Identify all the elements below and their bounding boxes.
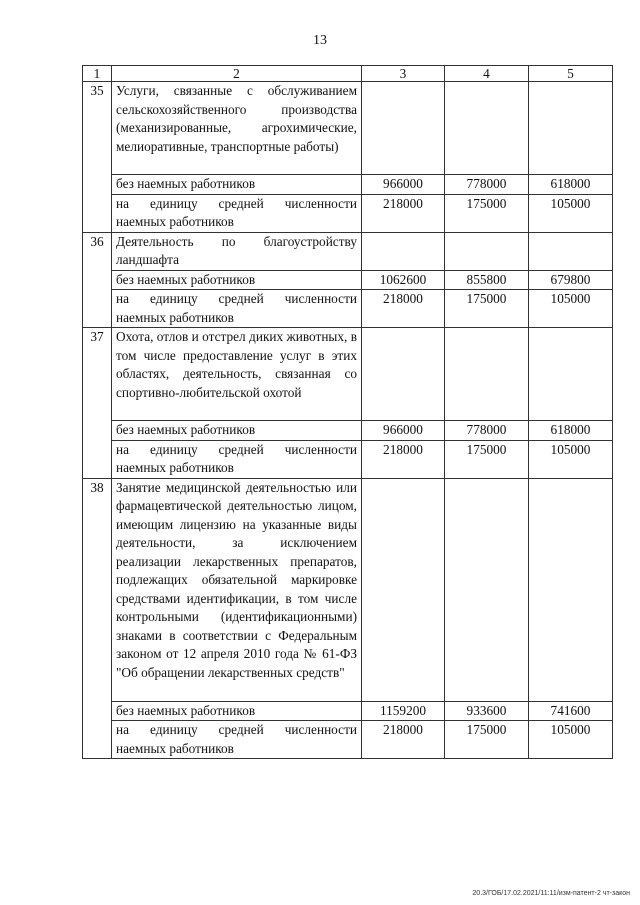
row-label: без наемных работников — [112, 175, 362, 195]
row-label: без наемных работников — [112, 421, 362, 441]
table-row — [83, 701, 613, 721]
page-number: 13 — [313, 33, 327, 48]
row-label: без наемных работников — [112, 701, 362, 721]
tax-rates-table — [82, 65, 613, 759]
section-title-row — [83, 232, 613, 270]
value-col-4: 933600 — [445, 701, 529, 721]
section-title: Деятельность по благоустройству ландшафта — [112, 232, 362, 270]
value-col-5: 105000 — [529, 194, 613, 232]
section-title: Охота, отлов и отстрел диких животных, в том числе предоставление услуг в этих областях, деятельность, связанная со спортивно-любительской охотой — [112, 328, 362, 421]
value-col-3: 966000 — [362, 421, 445, 441]
header-col-5: 5 — [529, 66, 613, 82]
document-footer: 20.3/ГОБ/17.02.2021/11:11/изм-патент-2 чт-закон — [472, 890, 630, 897]
value-col-3: 218000 — [362, 440, 445, 478]
row-label: без наемных работников — [112, 270, 362, 290]
value-col-4: 175000 — [445, 440, 529, 478]
value-col-5: 679800 — [529, 270, 613, 290]
table-row — [83, 175, 613, 195]
value-col-5: 105000 — [529, 290, 613, 328]
value-col-3: 218000 — [362, 290, 445, 328]
header-col-1: 1 — [83, 66, 112, 82]
table-row — [83, 721, 613, 759]
value-col-4: 175000 — [445, 194, 529, 232]
section-title: Занятие медицинской деятельностью или фармацевтической деятельностью лицом, имеющим лицензию на указанные виды деятельности, за исключением реализации лекарственных препаратов, подлежащих обязательной маркировке средствами идентификации, в том числе контрольными (идентификационными) знаками в соответствии с Федеральным законом от 12 апреля 2010 года № 61-ФЗ "Об обращении лекарственных средств" — [112, 478, 362, 701]
row-label: на единицу средней численности наемных работников — [112, 440, 362, 478]
table-row — [83, 421, 613, 441]
value-col-4: 175000 — [445, 290, 529, 328]
value-col-5: 618000 — [529, 175, 613, 195]
value-col-5: 105000 — [529, 440, 613, 478]
value-col-4: 175000 — [445, 721, 529, 759]
value-col-3: 1159200 — [362, 701, 445, 721]
table-row — [83, 290, 613, 328]
value-col-3: 1062600 — [362, 270, 445, 290]
row-label: на единицу средней численности наемных работников — [112, 721, 362, 759]
value-col-4: 778000 — [445, 175, 529, 195]
row-label: на единицу средней численности наемных работников — [112, 290, 362, 328]
section-title-row — [83, 478, 613, 701]
section-number: 35 — [83, 82, 112, 233]
section-number: 38 — [83, 478, 112, 759]
value-col-5: 741600 — [529, 701, 613, 721]
table-row — [83, 270, 613, 290]
value-col-3: 218000 — [362, 194, 445, 232]
value-col-3: 966000 — [362, 175, 445, 195]
table-row — [83, 440, 613, 478]
section-number: 36 — [83, 232, 112, 328]
header-col-4: 4 — [445, 66, 529, 82]
table-row — [83, 194, 613, 232]
header-col-3: 3 — [362, 66, 445, 82]
value-col-3: 218000 — [362, 721, 445, 759]
value-col-4: 855800 — [445, 270, 529, 290]
value-col-5: 618000 — [529, 421, 613, 441]
section-number: 37 — [83, 328, 112, 479]
section-title-row — [83, 328, 613, 421]
section-title: Услуги, связанные с обслуживанием сельскохозяйственного производства (механизированные, агрохимические, мелиоративные, транспортные работы) — [112, 82, 362, 175]
section-title-row — [83, 82, 613, 175]
header-col-2: 2 — [112, 66, 362, 82]
row-label: на единицу средней численности наемных работников — [112, 194, 362, 232]
table-header-row — [83, 66, 613, 82]
value-col-4: 778000 — [445, 421, 529, 441]
value-col-5: 105000 — [529, 721, 613, 759]
